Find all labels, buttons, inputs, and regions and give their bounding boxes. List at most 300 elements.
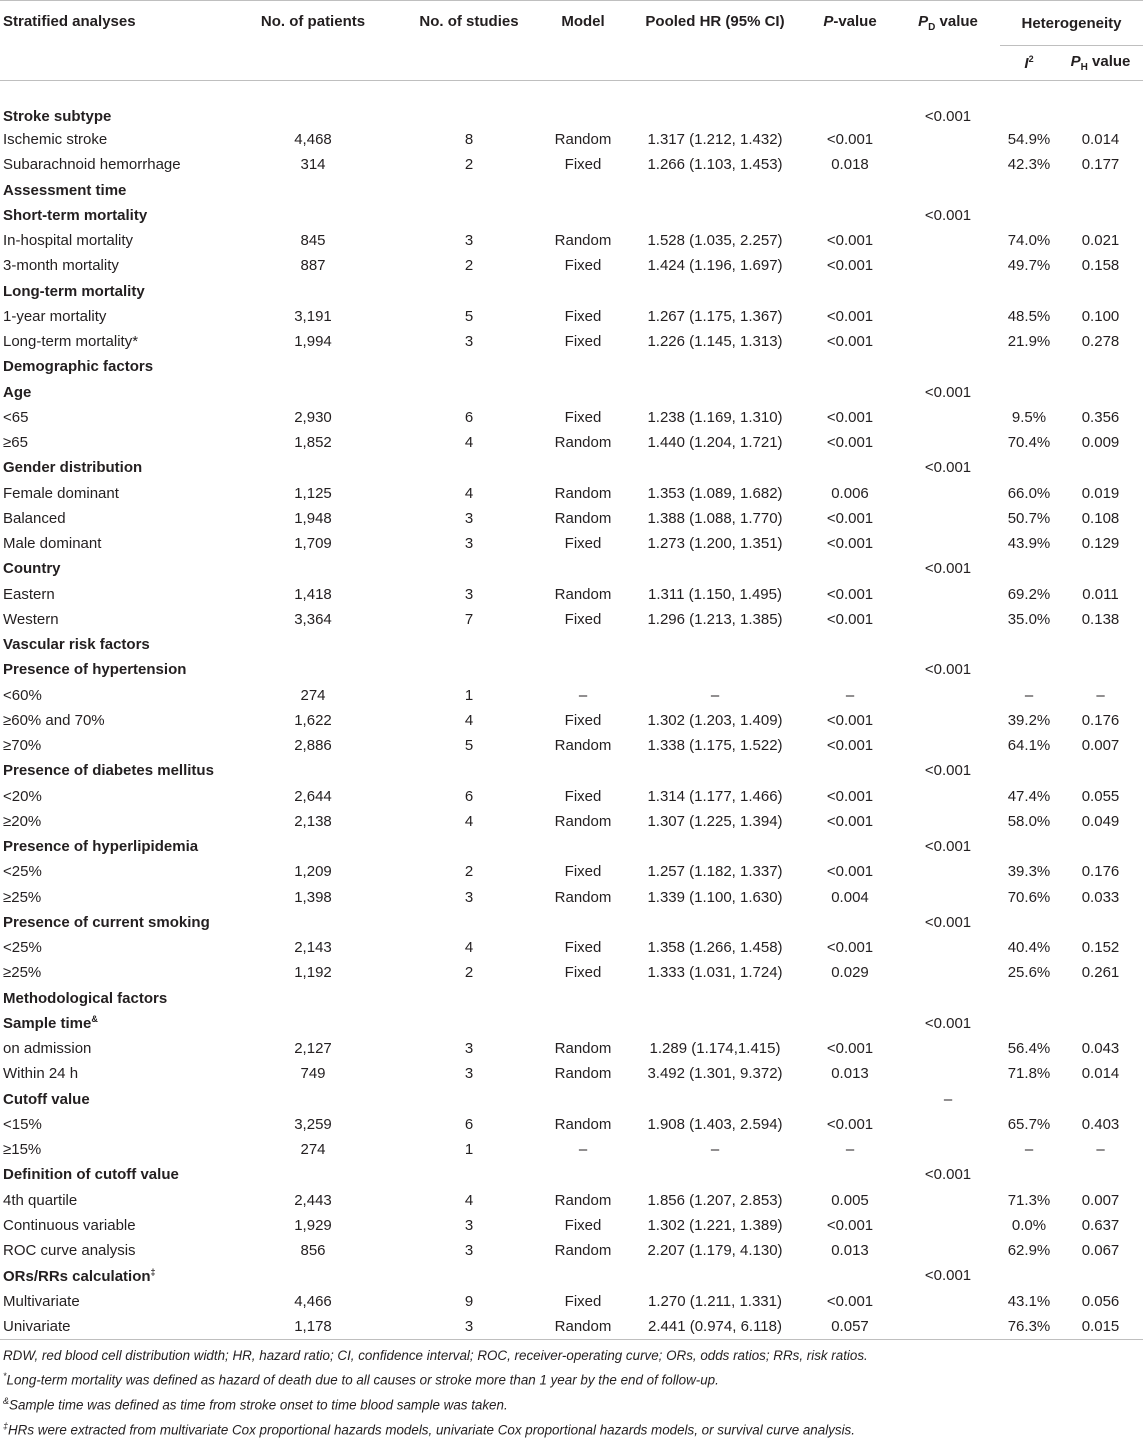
row-label-text: Male dominant — [3, 535, 102, 553]
pooled-hr-cell: 1.302 (1.203, 1.409) — [647, 711, 783, 729]
header-ph-value — [1058, 46, 1143, 81]
i2-cell: 9.5% — [1011, 408, 1047, 426]
empty-cell — [804, 910, 896, 935]
patients-cell: 4,466 — [294, 1292, 332, 1310]
table-row — [0, 809, 1143, 834]
table-row — [0, 1238, 1143, 1263]
ph-value-cell: 0.011 — [1082, 585, 1119, 603]
row-label — [0, 329, 228, 354]
table-row — [0, 1061, 1143, 1086]
model-cell: Fixed — [564, 939, 602, 957]
pd-value-cell — [896, 809, 1000, 834]
studies-cell: 6 — [464, 408, 474, 426]
group-header-row — [0, 632, 1143, 657]
empty-cell — [398, 1263, 540, 1288]
p-value-cell: 0.005 — [831, 1191, 869, 1209]
row-label-text: Balanced — [3, 509, 66, 527]
i2-cell: 76.3% — [1007, 1317, 1051, 1335]
i2-cell: 42.3% — [1007, 156, 1051, 174]
table-row — [0, 430, 1143, 455]
pooled-hr-cell: 1.273 (1.200, 1.351) — [647, 535, 783, 553]
table-row — [0, 228, 1143, 253]
model-cell: Random — [554, 509, 612, 527]
footnote-marker: * — [3, 1371, 7, 1382]
table-row — [0, 733, 1143, 758]
i2-cell: 49.7% — [1007, 257, 1051, 275]
table-row — [0, 405, 1143, 430]
ph-value-cell: 0.356 — [1081, 408, 1120, 426]
empty-cell — [626, 632, 804, 657]
pd-value-cell — [896, 632, 1000, 657]
p-value-cell: <0.001 — [826, 737, 874, 755]
row-label-text: Vascular risk factors — [3, 636, 150, 654]
empty-cell — [1000, 1162, 1058, 1187]
empty-cell — [228, 758, 398, 783]
model-cell: Fixed — [564, 863, 602, 881]
table-row — [0, 859, 1143, 884]
model-cell: Random — [554, 232, 612, 250]
p-value-cell: <0.001 — [826, 131, 874, 149]
group-header-row — [0, 178, 1143, 203]
row-label-text: ≥20% — [3, 812, 42, 830]
model-cell: Random — [554, 812, 612, 830]
p-value-cell: 0.029 — [831, 964, 869, 982]
empty-cell — [804, 834, 896, 859]
empty-cell — [1000, 1011, 1058, 1036]
pooled-hr-cell: 1.267 (1.175, 1.367) — [647, 307, 783, 325]
empty-cell — [398, 910, 540, 935]
pd-value-cell: <0.001 — [924, 838, 972, 856]
header-stratified: Stratified analyses — [3, 13, 136, 30]
table-row — [0, 708, 1143, 733]
p-value-cell: <0.001 — [826, 307, 874, 325]
model-cell: Fixed — [564, 787, 602, 805]
pooled-hr-cell: 1.266 (1.103, 1.453) — [647, 156, 783, 174]
ph-value-cell: 0.176 — [1081, 863, 1120, 881]
row-label-text: Long-term mortality — [3, 333, 133, 351]
pd-value-cell — [896, 430, 1000, 455]
patients-cell: 845 — [300, 232, 326, 250]
empty-cell — [228, 632, 398, 657]
empty-cell — [1058, 1162, 1143, 1187]
empty-cell — [398, 1011, 540, 1036]
group-header-row — [0, 1162, 1143, 1187]
table-row — [0, 960, 1143, 985]
row-label-text: Presence of diabetes mellitus — [3, 762, 214, 780]
model-cell: – — [578, 686, 588, 704]
p-value-cell: <0.001 — [826, 1292, 874, 1310]
pooled-hr-cell: 1.908 (1.403, 2.594) — [647, 1115, 783, 1133]
i2-cell: 47.4% — [1007, 787, 1051, 805]
pooled-hr-cell: – — [710, 686, 720, 704]
row-label-text: Age — [3, 383, 32, 401]
empty-cell — [804, 354, 896, 379]
empty-cell — [398, 1162, 540, 1187]
table-row — [0, 1036, 1143, 1061]
footnote-marker: & — [91, 1014, 98, 1025]
ph-value-cell: 0.019 — [1081, 484, 1120, 502]
row-label-text: Sample time — [3, 1015, 92, 1033]
model-cell: Fixed — [564, 333, 602, 351]
row-label-text: Western — [3, 610, 59, 628]
header-studies: No. of studies — [419, 13, 519, 30]
empty-cell — [398, 203, 540, 228]
empty-cell — [1058, 657, 1143, 682]
group-header-row — [0, 657, 1143, 682]
row-label — [0, 178, 228, 203]
empty-cell — [1000, 178, 1058, 203]
empty-cell — [228, 556, 398, 581]
pooled-hr-cell: 1.353 (1.089, 1.682) — [647, 484, 783, 502]
table-row — [0, 253, 1143, 278]
studies-cell: 3 — [464, 1216, 474, 1234]
footnote — [3, 1391, 1143, 1416]
pd-value-cell — [896, 582, 1000, 607]
patients-cell: 2,143 — [294, 939, 332, 957]
empty-cell — [626, 834, 804, 859]
p-value-cell: <0.001 — [826, 509, 874, 527]
empty-cell — [1058, 986, 1143, 1011]
empty-cell — [540, 632, 626, 657]
row-label-text: Multivariate — [3, 1292, 80, 1310]
empty-cell — [398, 354, 540, 379]
empty-cell — [540, 455, 626, 480]
row-label — [0, 960, 228, 985]
empty-cell — [228, 834, 398, 859]
studies-cell: 3 — [464, 1317, 474, 1335]
row-label-text: 3-month mortality — [3, 257, 119, 275]
table-row — [0, 1137, 1143, 1162]
i2-cell: 74.0% — [1007, 232, 1051, 250]
i2-cell: – — [1024, 686, 1034, 704]
p-value-cell: <0.001 — [826, 232, 874, 250]
pooled-hr-cell: 1.528 (1.035, 2.257) — [647, 232, 783, 250]
empty-cell — [540, 1263, 626, 1288]
patients-cell: 2,127 — [294, 1040, 332, 1058]
row-label — [0, 81, 228, 128]
empty-cell — [1000, 834, 1058, 859]
pooled-hr-cell: 1.333 (1.031, 1.724) — [647, 964, 783, 982]
patients-cell: 1,125 — [294, 484, 332, 502]
p-value-cell: 0.057 — [831, 1317, 869, 1335]
empty-cell — [228, 380, 398, 405]
pd-value-cell — [896, 859, 1000, 884]
row-label-text: Ischemic stroke — [3, 131, 108, 149]
empty-cell — [1000, 354, 1058, 379]
pooled-hr-cell: 1.388 (1.088, 1.770) — [647, 509, 783, 527]
pooled-hr-cell: 1.226 (1.145, 1.313) — [647, 333, 783, 351]
row-label-text: Stroke subtype — [3, 108, 112, 125]
studies-cell: 4 — [464, 484, 474, 502]
model-cell: Random — [554, 1242, 612, 1260]
pd-value-cell — [896, 152, 1000, 177]
pd-value-cell — [896, 304, 1000, 329]
patients-cell: 1,418 — [294, 585, 332, 603]
pd-value-cell — [896, 960, 1000, 985]
pd-value-cell: <0.001 — [924, 1014, 972, 1032]
table-body — [0, 81, 1143, 1340]
empty-cell — [1000, 279, 1058, 304]
ph-value-cell: 0.014 — [1081, 1065, 1120, 1083]
group-header-row — [0, 279, 1143, 304]
group-header-row — [0, 986, 1143, 1011]
row-label-text: Subarachnoid hemorrhage — [3, 156, 181, 174]
pd-value-cell — [896, 885, 1000, 910]
empty-cell — [228, 1162, 398, 1187]
model-cell: Fixed — [564, 1216, 602, 1234]
pooled-hr-cell: 1.424 (1.196, 1.697) — [647, 257, 783, 275]
model-cell: Random — [554, 1065, 612, 1083]
studies-cell: 9 — [464, 1292, 474, 1310]
studies-cell: 3 — [464, 232, 474, 250]
row-label — [0, 455, 228, 480]
table-row — [0, 1112, 1143, 1137]
studies-cell: 2 — [464, 156, 474, 174]
pd-value-cell: – — [943, 1090, 953, 1108]
pd-value-cell — [896, 1137, 1000, 1162]
empty-cell — [626, 380, 804, 405]
empty-cell — [398, 279, 540, 304]
footnote-text: HRs were extracted from multivariate Cox proportional hazards models, univariate Cox proportional hazards models, or survival curve analysis. — [8, 1422, 855, 1438]
pd-value-cell: <0.001 — [924, 762, 972, 780]
empty-cell — [1000, 556, 1058, 581]
ph-value-cell: 0.278 — [1081, 333, 1120, 351]
empty-cell — [228, 455, 398, 480]
empty-cell — [1000, 1263, 1058, 1288]
pooled-hr-cell: 1.289 (1.174,1.415) — [649, 1040, 781, 1058]
studies-cell: 5 — [464, 737, 474, 755]
studies-cell: 2 — [464, 257, 474, 275]
table-row — [0, 1289, 1143, 1314]
pd-value-cell — [896, 733, 1000, 758]
model-cell: Random — [554, 484, 612, 502]
patients-cell: 1,192 — [294, 964, 332, 982]
pd-value-cell — [896, 683, 1000, 708]
ph-value-cell: 0.158 — [1081, 257, 1120, 275]
i2-cell: 43.1% — [1007, 1292, 1051, 1310]
pd-value-cell — [896, 329, 1000, 354]
empty-cell — [626, 178, 804, 203]
row-label-text: In-hospital mortality — [3, 232, 134, 250]
empty-cell — [398, 455, 540, 480]
ph-value-cell: – — [1096, 1141, 1105, 1159]
row-label-text: <15% — [3, 1115, 42, 1133]
studies-cell: 3 — [464, 1040, 474, 1058]
model-cell: Fixed — [564, 307, 602, 325]
empty-cell — [228, 1011, 398, 1036]
header-i2-letter: I — [1024, 55, 1029, 72]
model-cell: Random — [554, 1115, 612, 1133]
table-row — [0, 582, 1143, 607]
model-cell: Random — [554, 737, 612, 755]
footnote-text: Long-term mortality was defined as hazard of death due to all causes or stroke more than 1 year by the end of follow-up. — [6, 1372, 719, 1388]
p-value-cell: <0.001 — [826, 787, 874, 805]
patients-cell: 887 — [300, 257, 326, 275]
row-label-text: Long-term mortality — [3, 282, 145, 300]
pd-value-cell — [896, 228, 1000, 253]
ph-value-cell: 0.056 — [1081, 1292, 1120, 1310]
row-label — [0, 1137, 228, 1162]
footnote-marker: * — [132, 333, 139, 351]
model-cell: Fixed — [564, 711, 602, 729]
row-label — [0, 809, 228, 834]
row-label-text: ≥15% — [3, 1141, 42, 1159]
pd-value-cell — [896, 1112, 1000, 1137]
patients-cell: 4,468 — [294, 131, 332, 149]
model-cell: Fixed — [564, 1292, 602, 1310]
footnote-marker: & — [3, 1395, 10, 1406]
studies-cell: 3 — [464, 888, 474, 906]
row-label — [0, 481, 228, 506]
table-row — [0, 304, 1143, 329]
ph-value-cell: 0.014 — [1081, 131, 1120, 149]
patients-cell: 1,948 — [294, 509, 332, 527]
patients-cell: 1,929 — [294, 1216, 332, 1234]
model-cell: Random — [554, 1317, 612, 1335]
row-label-text: Presence of hyperlipidemia — [3, 838, 199, 856]
empty-cell — [540, 657, 626, 682]
studies-cell: 2 — [464, 964, 474, 982]
studies-cell: 7 — [464, 610, 474, 628]
empty-cell — [804, 455, 896, 480]
pd-value-cell: <0.001 — [924, 560, 972, 578]
header-pd-sub: D — [928, 22, 936, 33]
row-label — [0, 1011, 228, 1036]
row-label-text: Within 24 h — [3, 1065, 79, 1083]
empty-cell — [398, 1087, 540, 1112]
footnote-marker: ‡ — [150, 1266, 156, 1277]
row-label — [0, 279, 228, 304]
ph-value-cell: 0.129 — [1081, 535, 1120, 553]
ph-value-cell: 0.152 — [1081, 939, 1120, 957]
row-label-text: ≥65 — [3, 434, 28, 452]
empty-cell — [804, 1087, 896, 1112]
table-row — [0, 1188, 1143, 1213]
empty-cell — [1058, 354, 1143, 379]
empty-cell — [228, 354, 398, 379]
pd-value-cell — [896, 506, 1000, 531]
empty-cell — [626, 203, 804, 228]
pooled-hr-cell: – — [710, 1141, 720, 1159]
row-label-text: 4th quartile — [3, 1191, 78, 1209]
row-label — [0, 885, 228, 910]
pd-value-cell — [896, 935, 1000, 960]
empty-cell — [626, 657, 804, 682]
empty-cell — [1058, 910, 1143, 935]
p-value-cell: <0.001 — [826, 812, 874, 830]
patients-cell: 2,138 — [294, 812, 332, 830]
empty-cell — [804, 758, 896, 783]
pd-value-cell: <0.001 — [924, 661, 972, 679]
patients-cell: 314 — [300, 156, 326, 174]
row-label — [0, 1087, 228, 1112]
studies-cell: 4 — [464, 812, 474, 830]
pd-value-cell — [896, 1213, 1000, 1238]
table-row — [0, 481, 1143, 506]
p-value-cell: – — [845, 686, 855, 704]
row-label — [0, 127, 228, 152]
row-label-text: ≥25% — [3, 964, 42, 982]
p-value-cell: <0.001 — [826, 333, 874, 351]
empty-cell — [228, 279, 398, 304]
row-label-text: <25% — [3, 863, 42, 881]
p-value-cell: 0.013 — [831, 1065, 869, 1083]
table-footnotes — [0, 1340, 1143, 1440]
row-label — [0, 607, 228, 632]
row-label — [0, 203, 228, 228]
ph-value-cell: 0.637 — [1081, 1216, 1120, 1234]
pd-value-cell: <0.001 — [924, 383, 972, 401]
empty-cell — [626, 1162, 804, 1187]
table-row — [0, 1213, 1143, 1238]
group-header-row — [0, 354, 1143, 379]
empty-cell — [228, 986, 398, 1011]
row-label-text: Methodological factors — [3, 989, 168, 1007]
group-header-row — [0, 81, 1143, 128]
pooled-hr-cell: 1.302 (1.221, 1.389) — [647, 1216, 783, 1234]
header-model: Model — [561, 13, 605, 30]
p-value-cell: <0.001 — [826, 585, 874, 603]
model-cell: Random — [554, 434, 612, 452]
header-ph-sub: H — [1080, 62, 1088, 73]
pd-value-cell — [896, 405, 1000, 430]
table-row — [0, 683, 1143, 708]
row-label-text: on admission — [3, 1040, 92, 1058]
row-label — [0, 733, 228, 758]
i2-cell: 50.7% — [1007, 509, 1051, 527]
empty-cell — [626, 81, 804, 128]
empty-cell — [626, 354, 804, 379]
empty-cell — [626, 556, 804, 581]
pooled-hr-cell: 1.270 (1.211, 1.331) — [648, 1292, 782, 1310]
studies-cell: 6 — [464, 1115, 474, 1133]
model-cell: Random — [554, 1040, 612, 1058]
empty-cell — [540, 986, 626, 1011]
patients-cell: 856 — [300, 1242, 326, 1260]
empty-cell — [626, 1087, 804, 1112]
header-p-letter: P — [823, 13, 834, 30]
empty-cell — [626, 1011, 804, 1036]
empty-cell — [540, 1011, 626, 1036]
patients-cell: 274 — [300, 1141, 326, 1159]
p-value-cell: <0.001 — [826, 535, 874, 553]
ph-value-cell: 0.007 — [1081, 1191, 1120, 1209]
row-label — [0, 228, 228, 253]
pd-value-cell — [896, 253, 1000, 278]
ph-value-cell: 0.138 — [1081, 610, 1120, 628]
model-cell: – — [578, 1141, 588, 1159]
empty-cell — [626, 279, 804, 304]
p-value-cell: <0.001 — [826, 1115, 874, 1133]
header-i2-sup: 2 — [1028, 54, 1034, 64]
row-label — [0, 1263, 228, 1288]
empty-cell — [1058, 1011, 1143, 1036]
i2-cell: 43.9% — [1007, 535, 1051, 553]
empty-cell — [626, 910, 804, 935]
row-label — [0, 531, 228, 556]
header-heterogeneity: Heterogeneity — [1000, 1, 1143, 46]
i2-cell: 58.0% — [1007, 812, 1051, 830]
row-label — [0, 1036, 228, 1061]
empty-cell — [1058, 758, 1143, 783]
row-label — [0, 632, 228, 657]
row-label — [0, 506, 228, 531]
row-label — [0, 1238, 228, 1263]
studies-cell: 3 — [464, 585, 474, 603]
row-label-text: Univariate — [3, 1317, 71, 1335]
patients-cell: 3,259 — [294, 1115, 332, 1133]
group-header-row — [0, 910, 1143, 935]
